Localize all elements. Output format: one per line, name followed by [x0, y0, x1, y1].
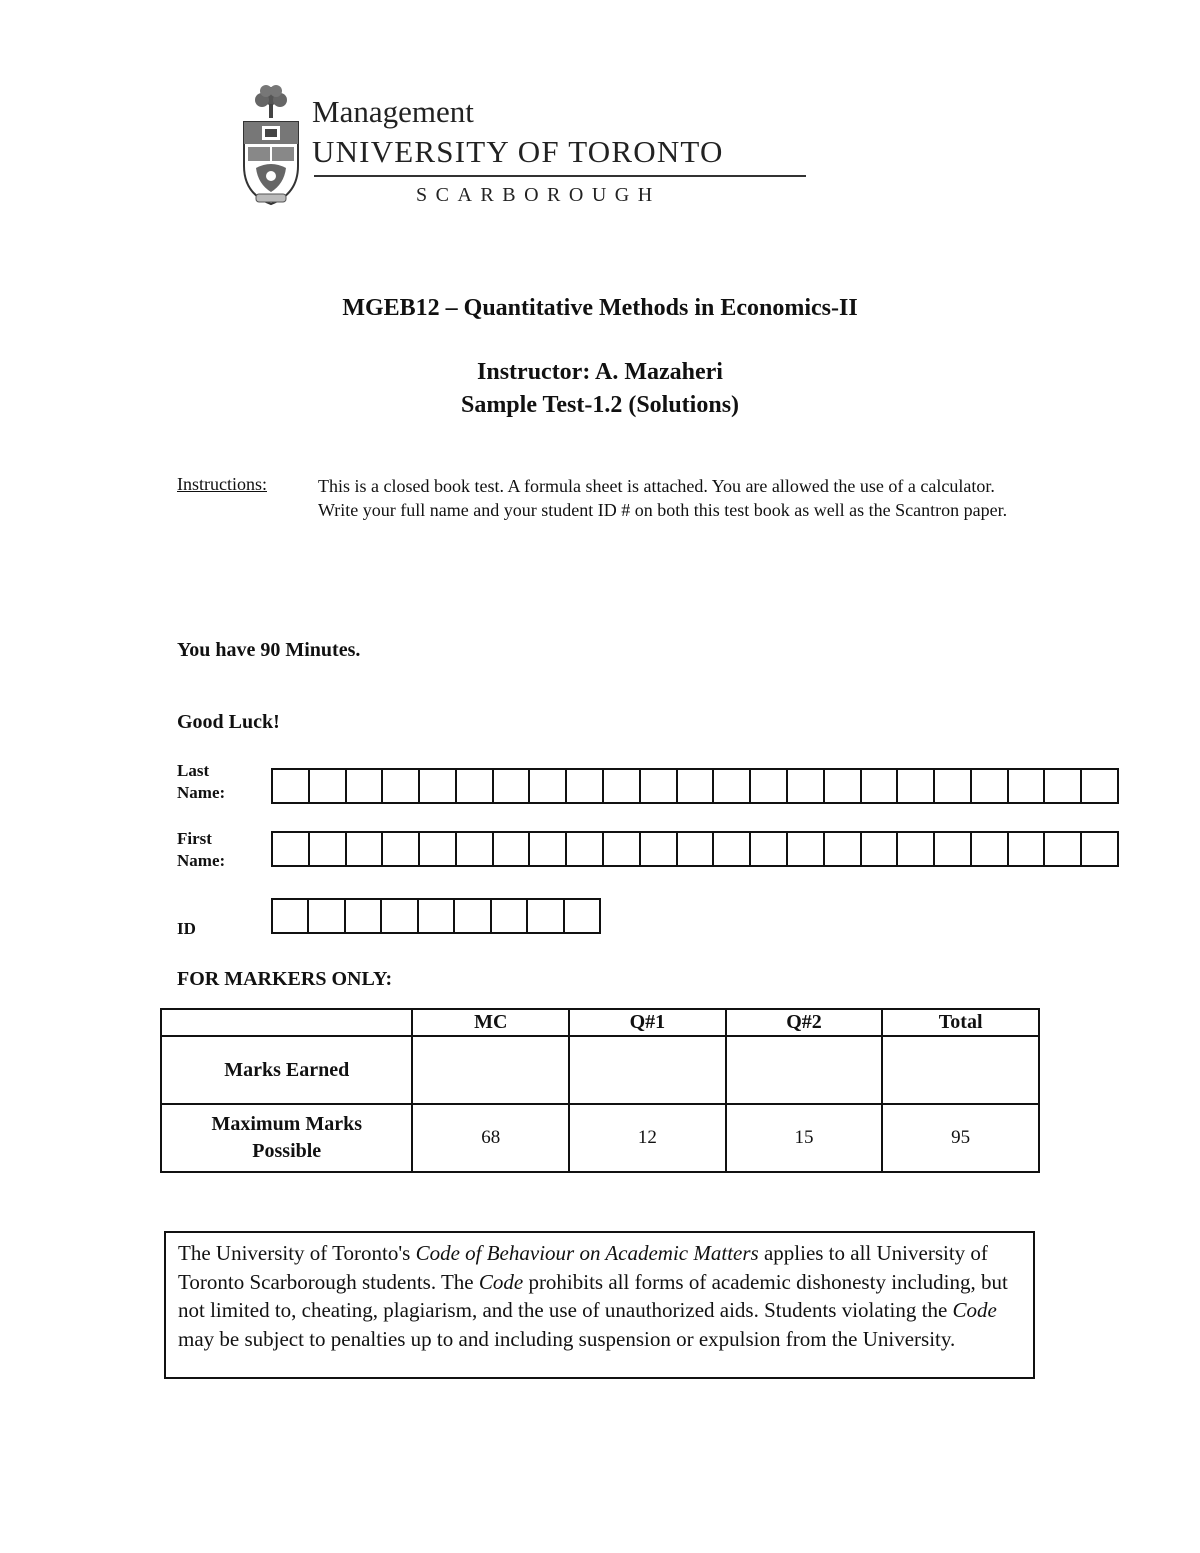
marks-earned-mc-cell[interactable]: [412, 1036, 569, 1104]
code-notice-italic-3: Code: [952, 1298, 997, 1322]
char-box[interactable]: [641, 770, 678, 802]
code-notice-text-1: The University of Toronto's: [178, 1241, 416, 1265]
code-notice-italic-2: Code: [478, 1269, 524, 1294]
char-box[interactable]: [714, 833, 751, 865]
logo-campus-text: SCARBOROUGH: [416, 184, 661, 206]
char-box[interactable]: [273, 833, 310, 865]
char-box[interactable]: [935, 833, 972, 865]
marks-earned-row: [161, 1036, 1039, 1104]
char-box[interactable]: [347, 833, 384, 865]
char-box[interactable]: [1045, 770, 1082, 802]
char-box[interactable]: [494, 833, 531, 865]
char-box[interactable]: [1009, 833, 1046, 865]
char-box[interactable]: [310, 770, 347, 802]
first-name-boxes[interactable]: [271, 831, 1119, 867]
char-box[interactable]: [1045, 833, 1082, 865]
char-box[interactable]: [565, 900, 599, 932]
maximum-marks-label-line-2: Possible: [252, 1140, 322, 1162]
char-box[interactable]: [383, 833, 420, 865]
good-luck-note: Good Luck!: [177, 711, 280, 733]
char-box[interactable]: [347, 770, 384, 802]
char-box[interactable]: [714, 770, 751, 802]
markers-only-title: FOR MARKERS ONLY:: [177, 968, 393, 990]
maximum-marks-row: [161, 1104, 1039, 1172]
marks-table: [160, 1008, 1040, 1173]
first-name-label: [177, 828, 225, 872]
char-box[interactable]: [382, 900, 418, 932]
maximum-marks-label-line-1: Maximum Marks: [211, 1113, 363, 1135]
char-box[interactable]: [1082, 770, 1117, 802]
char-box[interactable]: [492, 900, 528, 932]
logo-management-text: Management: [312, 94, 474, 129]
max-marks-q2: 15: [726, 1104, 883, 1172]
time-allowed-note: You have 90 Minutes.: [177, 639, 361, 661]
char-box[interactable]: [530, 770, 567, 802]
char-box[interactable]: [1082, 833, 1117, 865]
max-marks-total: 95: [882, 1104, 1039, 1172]
char-box[interactable]: [457, 833, 494, 865]
max-marks-q1: 12: [569, 1104, 726, 1172]
char-box[interactable]: [530, 833, 567, 865]
char-box[interactable]: [862, 833, 899, 865]
char-box[interactable]: [494, 770, 531, 802]
char-box[interactable]: [310, 833, 347, 865]
char-box[interactable]: [825, 833, 862, 865]
char-box[interactable]: [825, 770, 862, 802]
instructions-text: [318, 474, 1018, 522]
char-box[interactable]: [788, 770, 825, 802]
char-box[interactable]: [420, 833, 457, 865]
char-box[interactable]: [678, 770, 715, 802]
char-box[interactable]: [567, 770, 604, 802]
code-notice-text-4: may be subject to penalties up to and including suspension or expulsion from the University.: [178, 1326, 956, 1351]
last-name-label-line-1: Last: [177, 761, 210, 780]
char-box[interactable]: [678, 833, 715, 865]
test-title: Sample Test-1.2 (Solutions): [460, 392, 740, 418]
char-box[interactable]: [972, 770, 1009, 802]
char-box[interactable]: [641, 833, 678, 865]
logo-university-text: UNIVERSITY OF TORONTO: [312, 134, 724, 169]
char-box[interactable]: [604, 770, 641, 802]
university-crest-icon: [240, 84, 302, 208]
marks-earned-q2-cell[interactable]: [726, 1036, 883, 1104]
last-name-label-line-2: Name:: [177, 783, 226, 802]
char-box[interactable]: [935, 770, 972, 802]
char-box[interactable]: [346, 900, 382, 932]
char-box[interactable]: [455, 900, 491, 932]
char-box[interactable]: [898, 770, 935, 802]
header-cell-q2: Q#2: [726, 1009, 883, 1036]
char-box[interactable]: [419, 900, 455, 932]
last-name-boxes[interactable]: [271, 768, 1119, 804]
char-box[interactable]: [567, 833, 604, 865]
header-cell-mc: MC: [412, 1009, 569, 1036]
char-box[interactable]: [1009, 770, 1046, 802]
char-box[interactable]: [309, 900, 345, 932]
instructions-label: Instructions:: [177, 474, 267, 494]
char-box[interactable]: [862, 770, 899, 802]
char-box[interactable]: [383, 770, 420, 802]
char-box[interactable]: [898, 833, 935, 865]
course-title: MGEB12 – Quantitative Methods in Economics-II: [342, 295, 858, 321]
header-cell-q1: Q#1: [569, 1009, 726, 1036]
char-box[interactable]: [457, 770, 494, 802]
instructor-name: Instructor: A. Mazaheri: [477, 359, 723, 385]
maximum-marks-label: [161, 1104, 412, 1172]
university-logo: [240, 84, 820, 214]
char-box[interactable]: [604, 833, 641, 865]
marks-earned-label: Marks Earned: [161, 1036, 412, 1104]
instructions-line-2: Write your full name and your student ID # on both this test book as well as the Scantron paper.: [318, 500, 1008, 520]
char-box[interactable]: [273, 900, 309, 932]
marks-earned-q1-cell[interactable]: [569, 1036, 726, 1104]
first-name-label-line-1: First: [177, 829, 212, 848]
marks-earned-total-cell[interactable]: [882, 1036, 1039, 1104]
header-cell-total: Total: [882, 1009, 1039, 1036]
code-notice-text-2: applies to all University of Toronto Scarborough students. The: [178, 1241, 988, 1294]
char-box[interactable]: [420, 770, 457, 802]
student-id-label: ID: [177, 919, 196, 938]
header-cell-blank: [161, 1009, 412, 1036]
char-box[interactable]: [273, 770, 310, 802]
char-box[interactable]: [751, 833, 788, 865]
max-marks-mc: 68: [412, 1104, 569, 1172]
char-box[interactable]: [788, 833, 825, 865]
code-notice-italic-1: Code of Behaviour on Academic Matters: [415, 1241, 759, 1265]
last-name-label: [177, 760, 225, 804]
char-box[interactable]: [751, 770, 788, 802]
academic-code-notice: [164, 1231, 1035, 1379]
instructions-line-1: This is a closed book test. A formula sheet is attached. You are allowed the use of a calculator.: [318, 476, 995, 496]
logo-divider: [314, 175, 806, 177]
marks-table-header: [161, 1009, 1039, 1036]
first-name-label-line-2: Name:: [177, 851, 226, 870]
student-id-boxes[interactable]: [271, 898, 601, 934]
char-box[interactable]: [528, 900, 564, 932]
code-notice-text-3: prohibits all forms of academic dishonesty including, but not limited to, cheating, plagiarism, and the use of unauthorized aids. Students violating the: [178, 1269, 1008, 1322]
char-box[interactable]: [972, 833, 1009, 865]
